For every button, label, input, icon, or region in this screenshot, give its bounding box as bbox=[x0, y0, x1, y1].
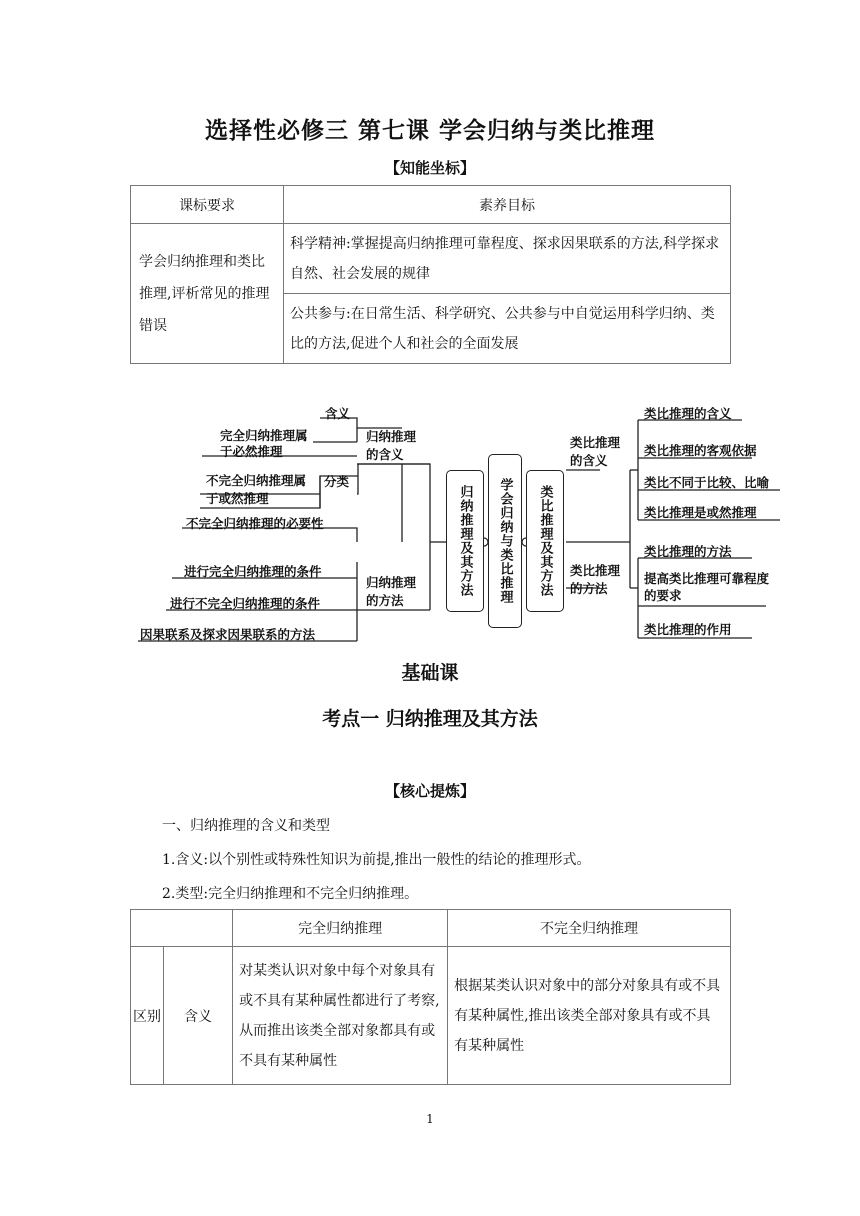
goals-science: 科学精神:掌握提高归纳推理可靠程度、探求因果联系的方法,科学探求自然、社会发展的规律 bbox=[284, 224, 731, 294]
mind-map-complete: 完全归纳推理属于必然推理 bbox=[220, 428, 308, 459]
goals-requirement: 学会归纳推理和类比推理,评析常见的推理错误 bbox=[131, 224, 284, 364]
mind-map-induction-meaning: 归纳推理的含义 bbox=[366, 429, 417, 462]
mind-map-right-main: 类比推理及其方法 bbox=[526, 470, 564, 612]
mind-map-analogy-a1: 类比推理的含义 bbox=[644, 406, 732, 421]
mind-map-analogy-b3: 类比推理的作用 bbox=[644, 622, 732, 637]
mind-map-analogy-a2: 类比推理的客观依据 bbox=[644, 443, 757, 458]
mind-map-method-2: 进行不完全归纳推理的条件 bbox=[170, 596, 321, 611]
header-incomplete: 不完全归纳推理 bbox=[448, 910, 731, 947]
mind-map-induction-method: 归纳推理的方法 bbox=[366, 575, 417, 608]
mind-map-classify: 分类 bbox=[324, 474, 350, 489]
goals-participation: 公共参与:在日常生活、科学研究、公共参与中自觉运用科学归纳、类比的方法,促进个人和社会的全面发展 bbox=[284, 294, 731, 364]
mind-map-method-3: 因果联系及探求因果联系的方法 bbox=[140, 627, 316, 642]
basic-lesson-heading: 基础课 bbox=[401, 662, 459, 684]
row-label-meaning: 含义 bbox=[164, 947, 233, 1085]
complete-definition: 对某类认识对象中每个对象具有或不具有某种属性都进行了考察,从而推出该类全部对象都具有或不具有某种属性 bbox=[233, 947, 448, 1085]
meaning-paragraph: 1.含义:以个别性或特殊性知识为前提,推出一般性的结论的推理形式。 bbox=[162, 852, 591, 868]
mind-map-meaning: 含义 bbox=[325, 406, 351, 421]
goals-heading: 【知能坐标】 bbox=[384, 159, 475, 177]
mind-map-left-main: 归纳推理及其方法 bbox=[446, 470, 484, 612]
types-paragraph: 2.类型:完全归纳推理和不完全归纳推理。 bbox=[162, 886, 419, 902]
goals-header-goal: 素养目标 bbox=[284, 186, 731, 224]
mind-map-incomplete: 不完全归纳推理属于或然推理 bbox=[206, 473, 307, 506]
mind-map bbox=[130, 398, 790, 648]
mind-map-method-1: 进行完全归纳推理的条件 bbox=[184, 564, 322, 579]
mind-map-analogy-b2: 提高类比推理可靠程度的要求 bbox=[644, 571, 770, 603]
mind-map-analogy-b1: 类比推理的方法 bbox=[644, 544, 732, 559]
page-title: 选择性必修三 第七课 学会归纳与类比推理 bbox=[204, 118, 655, 144]
section-heading: 一、归纳推理的含义和类型 bbox=[162, 818, 330, 834]
mind-map-analogy-meaning: 类比推理的含义 bbox=[570, 435, 621, 468]
row-group-difference: 区别 bbox=[131, 947, 164, 1085]
mind-map-analogy-a4: 类比推理是或然推理 bbox=[644, 505, 757, 520]
incomplete-definition: 根据某类认识对象中的部分对象具有或不具有某种属性,推出该类全部对象具有或不具有某种属性 bbox=[448, 947, 731, 1085]
core-heading: 【核心提炼】 bbox=[384, 782, 475, 800]
header-complete: 完全归纳推理 bbox=[233, 910, 448, 947]
mind-map-analogy-a3: 类比不同于比较、比喻 bbox=[644, 475, 770, 490]
page-number: 1 bbox=[426, 1112, 434, 1126]
goals-table bbox=[130, 185, 731, 364]
mind-map-necessity: 不完全归纳推理的必要性 bbox=[186, 516, 324, 531]
comparison-table bbox=[130, 909, 731, 1085]
mind-map-analogy-method: 类比推理的方法 bbox=[570, 563, 621, 596]
mind-map-center: 学会归纳与类比推理 bbox=[488, 454, 522, 628]
point-title: 考点一 归纳推理及其方法 bbox=[322, 708, 538, 730]
goals-header-requirement: 课标要求 bbox=[131, 186, 284, 224]
